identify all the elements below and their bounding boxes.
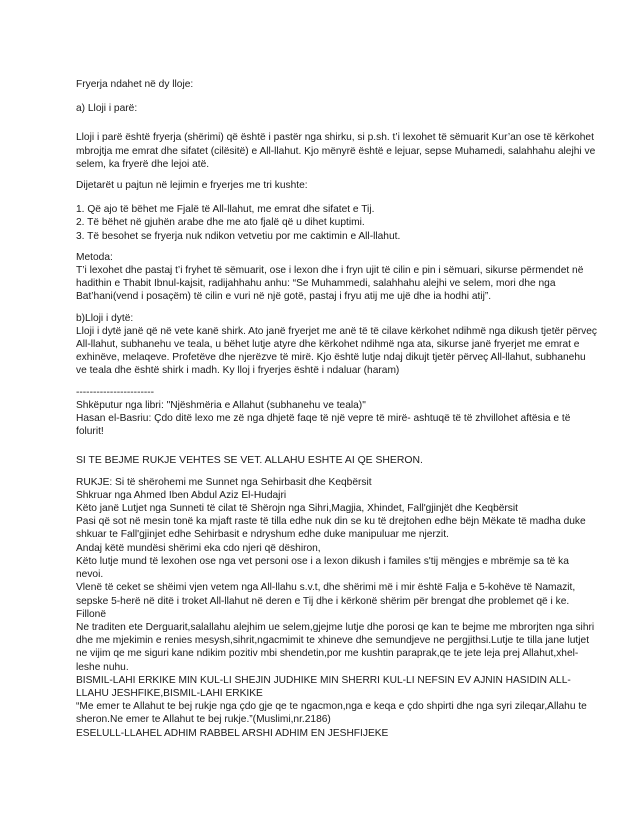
rukje-line: Fillonë	[76, 608, 107, 620]
conditions-list	[76, 203, 598, 243]
intro-line: Fryerja ndahet në dy lloje:	[76, 79, 194, 90]
rukje-line: Ne traditen ete Derguarit,salallahu alejhim ue selem,gjejme lutje dhe porosi qe kan te bejme me mbrorjten nga sihri dhe me mjekimin e renies mesysh,sihrit,ngacmimit te xhineve dhe semundjeve ne pergjithsi.Lutje te tilla jane lutjet ne vijim qe me siguri kane ndikim pozitiv mbi shendetin,por me kushtin paraprak,qe te jete leja prej Allahut,xhel-leshe nuhu.	[76, 621, 595, 673]
rukje-line: Shkruar nga Ahmed Iben Abdul Aziz El-Hudajri	[76, 489, 287, 501]
rukje-line: “Me emer te Allahut te bej rukje nga çdo gje qe te ngacmon,nga e keqa e çdo shpirti dhe nga syri zileqar,Allahu te sheron.Ne emer te Allahut te bej rukje.”(Muslimi,nr.2186)	[76, 701, 587, 726]
rukje-line: BISMIL-LAHI ERKIKE MIN KUL-LI SHEJIN JUDHIKE MIN SHERRI KUL-LI NEFSIN EV AJNIN HASIDIN ALL-LLAHU JESHFIKE,BISMIL-LAHI ERKIKE	[76, 674, 571, 699]
rukje-line: Andaj këtë mundësi shërimi eka cdo njeri që dëshiron,	[76, 542, 321, 554]
source-line: Shkëputur nga libri: "Njëshmëria e Allahut (subhanehu ve teala)"	[76, 399, 366, 411]
separator-line: -----------------------	[76, 386, 155, 398]
rukje-section	[76, 476, 598, 740]
type-b-heading: b)Lloji i dytë:	[76, 312, 134, 324]
condition-item: 3. Të besohet se fryerja nuk ndikon vetvetiu por me caktimin e All-llahut.	[76, 230, 401, 242]
condition-item: 1. Që ajo të bëhet me Fjalë të All-llahut, me emrat dhe sifatet e Tij.	[76, 204, 375, 216]
method-paragraph: T’i lexohet dhe pastaj t’i fryhet të sëmuarit, ose i lexon dhe i fryn ujit të cilin e pin i sëmuari, sikurse përmendet në hadithin e Thabit Ibnul-kajsit, radijahhahu anhu: “Se Muhammedi, salahhahu alejhi ve selem, mori dhe nga Bat’hani(vend i posaçëm) të cilin e vuri në një gotë, pastaj i fryu atij me ujë dhe ia hodhi atij”.	[76, 265, 584, 303]
type-b-paragraph: Lloji i dytë janë që në vete kanë shirk. Ato janë fryerjet me anë të të cilave kërkohet ndihmë nga dikush tjetër përveç All-llahut, subhanehu ve teala, u bëhet lutje atyre dhe kërkohet ndihmë nga ata, sikurse janë fryerjet me emrat e exhinëve, melaqeve. Profetëve dhe njerëzve të mirë. Kjo është lutje ndaj dikujt tjetër përveç All-llahut, subhanehu ve teala dhe është shirk i madh. Ky lloj i fryerjes është i ndaluar (haram)	[76, 325, 597, 377]
type-a-heading: a) Lloji i parë:	[76, 103, 138, 115]
rukje-line: ESELULL-LLAHEL ADHIM RABBEL ARSHI ADHIM EN JESHFIJEKE	[76, 727, 389, 739]
method-title: Metoda:	[76, 251, 113, 263]
condition-item: 2. Të bëhet në gjuhën arabe dhe me ato fjalë që u dihet kuptimi.	[76, 217, 365, 229]
rukje-line: Këto lutje mund të lexohen ose nga vet personi ose i a lexon dikush i familes s'tij mëngjes e mbrëmje sa të ka nevoi.	[76, 555, 569, 581]
rukje-line: Këto janë Lutjet nga Sunneti të cilat të Shërojn nga Sihri,Magjia, Xhindet, Fall'gjinjët dhe Keqbërsit	[76, 503, 518, 515]
type-a-paragraph: Lloji i parë është fryerja (shërimi) që është i pastër nga shirku, si p.sh. t’i lexohet të sëmuarit Kur’an ose të kërkohet mbrojtja me emrat dhe sifatet (cilësitë) e All-llahut. Kjo mënyrë është e lejuar, sepse Muhamedi, salahhahu alejhi ve selem, ka fryerë dhe lejoi atë.	[76, 132, 596, 170]
quote-line: Hasan el-Basriu: Çdo ditë lexo me zë nga dhjetë faqe të një vepre të mirë- ashtuqë të të zhvillohet aftësia e të folurit!	[76, 413, 571, 438]
rukje-line: Pasi që sot në mesin tonë ka mjaft raste të tilla edhe nuk din se ku të drejtohen edhe bëjn Mëkate të madha duke shkuar te Fall'gjinjet edhe Sehirbasit e ndryshum edhe duke manipuluar me njerzit.	[76, 516, 586, 541]
section-heading: SI TE BEJME RUKJE VEHTES SE VET. ALLAHU ESHTE AI QE SHERON.	[76, 455, 423, 467]
conditions-intro: Dijetarët u pajtun në lejimin e fryerjes me tri kushte:	[76, 180, 308, 192]
rukje-line: RUKJE: Si të shërohemi me Sunnet nga Sehirbasit dhe Keqbërsit	[76, 476, 372, 488]
rukje-line: Vlenë të ceket se shëimi vjen vetem nga All-llahu s.v.t, dhe shërimi më i mir është Falja e 5-kohëve të Namazit, sepske 5-herë në ditë i troket All-llahut në deren e Tij dhe i kërkonë shërim për brengat dhe problemet që i ke.	[76, 582, 576, 607]
